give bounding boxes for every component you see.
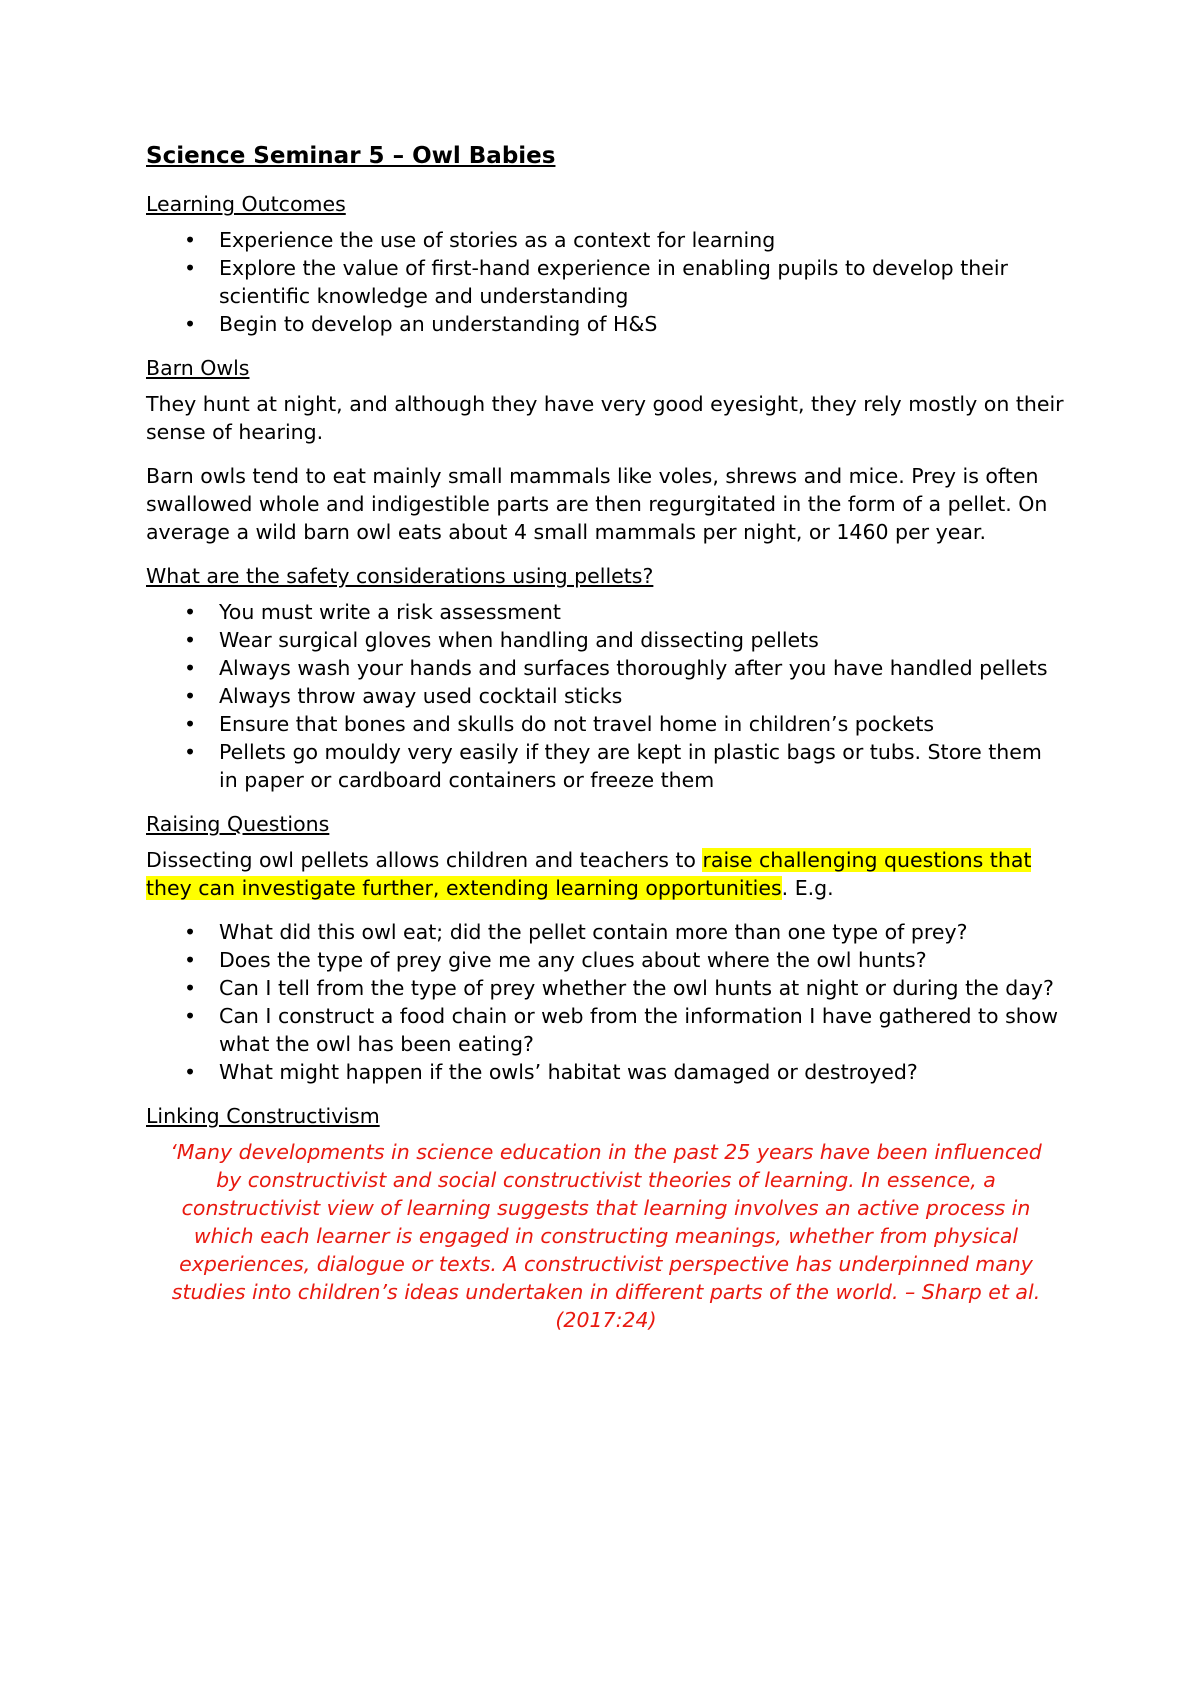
barn-owls-paragraph-2: Barn owls tend to eat mainly small mammals like voles, shrews and mice. Prey is often swallowed whole and indigestible parts are then regurgitated in the form of a pellet. On average a wild barn owl eats about 4 small mammals per night, or 1460 per year. [146, 464, 1048, 544]
safety-heading: What are the safety considerations using pellets? [146, 564, 654, 588]
list-item: • Pellets go mouldy very easily if they are kept in plastic bags or tubs. Store them in paper or cardboard containers or freeze them [146, 738, 1066, 794]
raising-questions-heading: Raising Questions [146, 812, 330, 836]
learning-outcomes-list [146, 226, 1066, 338]
questions-list [146, 918, 1066, 1086]
list-item: • Begin to develop an understanding of H&S [146, 310, 1066, 338]
list-item: • Can I tell from the type of prey whether the owl hunts at night or during the day? [146, 974, 1066, 1002]
barn-owls-heading: Barn Owls [146, 356, 250, 380]
highlighted-text: raise challenging questions that they can investigate further, extending learning opportunities [146, 848, 1032, 900]
constructivism-heading: Linking Constructivism [146, 1104, 380, 1128]
list-item: • What might happen if the owls’ habitat was damaged or destroyed? [146, 1058, 1066, 1086]
safety-list [146, 598, 1066, 794]
list-item: • Explore the value of first-hand experience in enabling pupils to develop their scientific knowledge and understanding [146, 254, 1066, 310]
list-item: • Does the type of prey give me any clues about where the owl hunts? [146, 946, 1066, 974]
list-item: • Wear surgical gloves when handling and dissecting pellets [146, 626, 1066, 654]
document-page [146, 140, 1066, 1334]
page-title: Science Seminar 5 – Owl Babies [146, 143, 556, 169]
list-item: • Ensure that bones and skulls do not travel home in children’s pockets [146, 710, 1066, 738]
list-item: • You must write a risk assessment [146, 598, 1066, 626]
intro-suffix: . E.g. [781, 876, 834, 900]
raising-questions-intro [146, 846, 1066, 902]
list-item: • What did this owl eat; did the pellet contain more than one type of prey? [146, 918, 1066, 946]
list-item: • Always throw away used cocktail sticks [146, 682, 1066, 710]
list-item: • Always wash your hands and surfaces thoroughly after you have handled pellets [146, 654, 1066, 682]
barn-owls-paragraph-1: They hunt at night, and although they have very good eyesight, they rely mostly on their sense of hearing. [146, 392, 1064, 444]
learning-outcomes-heading: Learning Outcomes [146, 192, 346, 216]
constructivism-quote: ‘Many developments in science education in the past 25 years have been influenced by constructivist and social constructivist theories of learning. In essence, a constructivist view of learning suggests that learning involves an active process in which each learner is engaged in constructing meanings, whether from physical experiences, dialogue or texts. A constructivist perspective has underpinned many studies into children’s ideas undertaken in different parts of the world. – Sharp et al. (2017:24) [170, 1140, 1042, 1332]
intro-text: Dissecting owl pellets allows children and teachers to [146, 848, 703, 872]
list-item: • Can I construct a food chain or web from the information I have gathered to show what the owl has been eating? [146, 1002, 1066, 1058]
list-item: • Experience the use of stories as a context for learning [146, 226, 1066, 254]
